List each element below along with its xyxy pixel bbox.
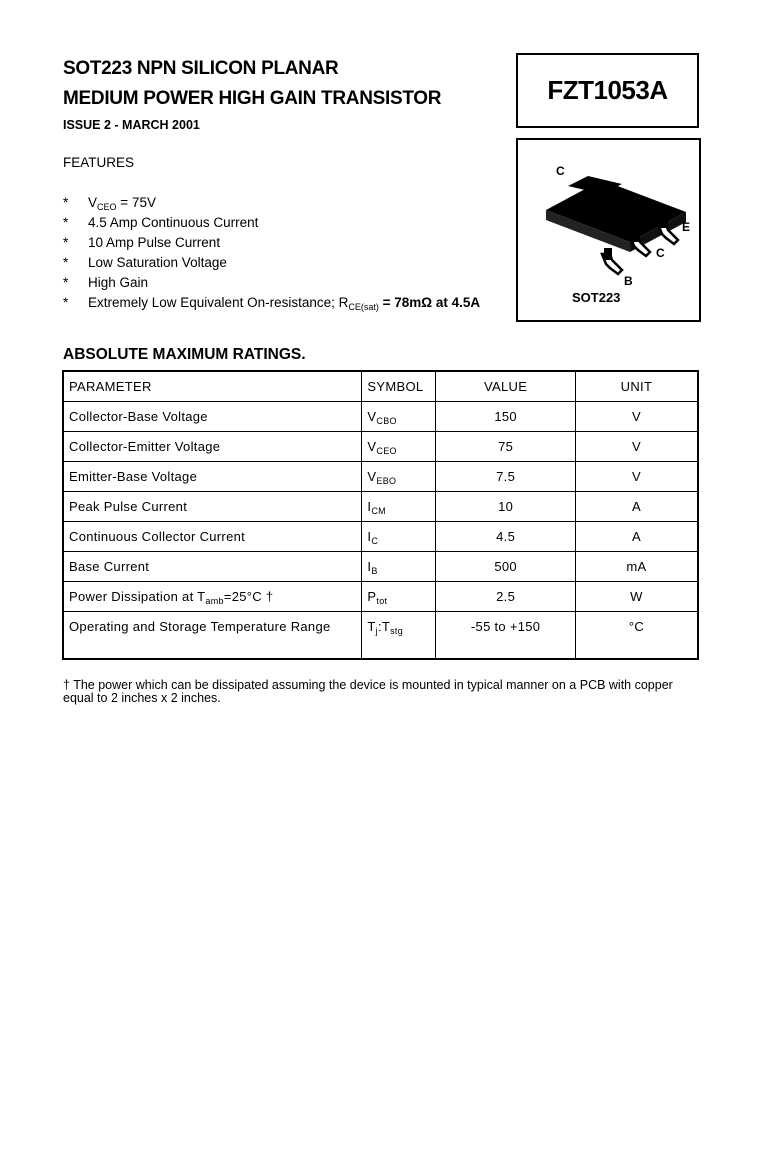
pin-label-collector-tab: C [556,164,565,178]
footnote: † The power which can be dissipated assuming the device is mounted in typical manner on a PCB with copper equal to 2 inches x 2 inches. [63,678,673,705]
bullet: * [63,235,69,250]
parameter-cell: Operating and Storage Temperature Range [63,611,362,659]
feature-item: * 4.5 Amp Continuous Current [63,213,480,233]
part-number: FZT1053A [547,75,668,105]
symbol-cell: $I_{CM}$ [362,491,436,521]
header-value: VALUE [436,371,576,401]
parameter-cell: Collector-Base Voltage [63,401,362,431]
table-row [63,551,698,581]
table-row [63,581,698,611]
unit-cell: V [575,401,698,431]
header-unit: UNIT [575,371,698,401]
pin-label-base: B [624,274,633,288]
table-row [63,611,698,659]
parameter-cell: Collector-Emitter Voltage [63,431,362,461]
value-cell: 150 [436,401,576,431]
table-row [63,491,698,521]
value-cell: 4.5 [436,521,576,551]
value-cell: 10 [436,491,576,521]
symbol-cell: $I_B$ [362,551,436,581]
bullet: * [63,195,69,210]
unit-cell: °C [575,611,698,659]
value-cell: 7.5 [436,461,576,491]
unit-cell: W [575,581,698,611]
package-diagram [516,138,701,322]
symbol-cell: $I_C$ [362,521,436,551]
symbol-cell: $V_{CBO}$ [362,401,436,431]
unit-cell: mA [575,551,698,581]
symbol-cell: $T_j:T_{stg}$ [362,611,436,659]
pin-label-emitter: E [682,220,691,234]
table-row [63,521,698,551]
feature-item: * 10 Amp Pulse Current [63,233,480,253]
feature-item: * High Gain [63,273,480,293]
title-line-2: MEDIUM POWER HIGH GAIN TRANSISTOR [63,88,442,109]
parameter-cell: Emitter-Base Voltage [63,461,362,491]
bullet: * [63,255,69,270]
bullet: * [63,215,69,230]
unit-cell: A [575,521,698,551]
unit-cell: V [575,431,698,461]
value-cell: -55 to +150 [436,611,576,659]
feature-item: * Extremely Low Equivalent On-resistance; $R_{CE(sat)} = 78m\Omega$ at 4.5A [63,295,481,312]
unit-cell: A [575,491,698,521]
issue-date: ISSUE 2 - MARCH 2001 [63,118,200,132]
title-line-1: SOT223 NPN SILICON PLANAR [63,58,339,79]
table-row [63,461,698,491]
pin-label-collector: C [656,246,665,260]
table-row [63,401,698,431]
value-cell: 500 [436,551,576,581]
value-cell: 75 [436,431,576,461]
unit-cell: V [575,461,698,491]
parameter-cell: Power Dissipation at $T_{amb}=25^\circ C$ † [63,581,362,611]
table-row [63,431,698,461]
feature-item: * $V_{CEO} = 75V$ [63,195,156,212]
parameter-cell: Continuous Collector Current [63,521,362,551]
header-parameter: PARAMETER [63,371,362,401]
table-header-row [63,371,698,401]
bullet: * [63,275,69,290]
header-symbol: SYMBOL [362,371,436,401]
ratings-title: ABSOLUTE MAXIMUM RATINGS. [63,346,306,363]
symbol-cell: $V_{EBO}$ [362,461,436,491]
symbol-cell: $P_{tot}$ [362,581,436,611]
value-cell: 2.5 [436,581,576,611]
part-number-box [516,53,699,128]
parameter-cell: Base Current [63,551,362,581]
package-label: SOT223 [572,290,621,305]
bullet: * [63,295,69,310]
features-title: FEATURES [63,155,135,170]
symbol-cell: $V_{CEO}$ [362,431,436,461]
features-list [63,193,480,313]
feature-item: * Low Saturation Voltage [63,253,480,273]
ratings-table [62,370,699,660]
parameter-cell: Peak Pulse Current [63,491,362,521]
